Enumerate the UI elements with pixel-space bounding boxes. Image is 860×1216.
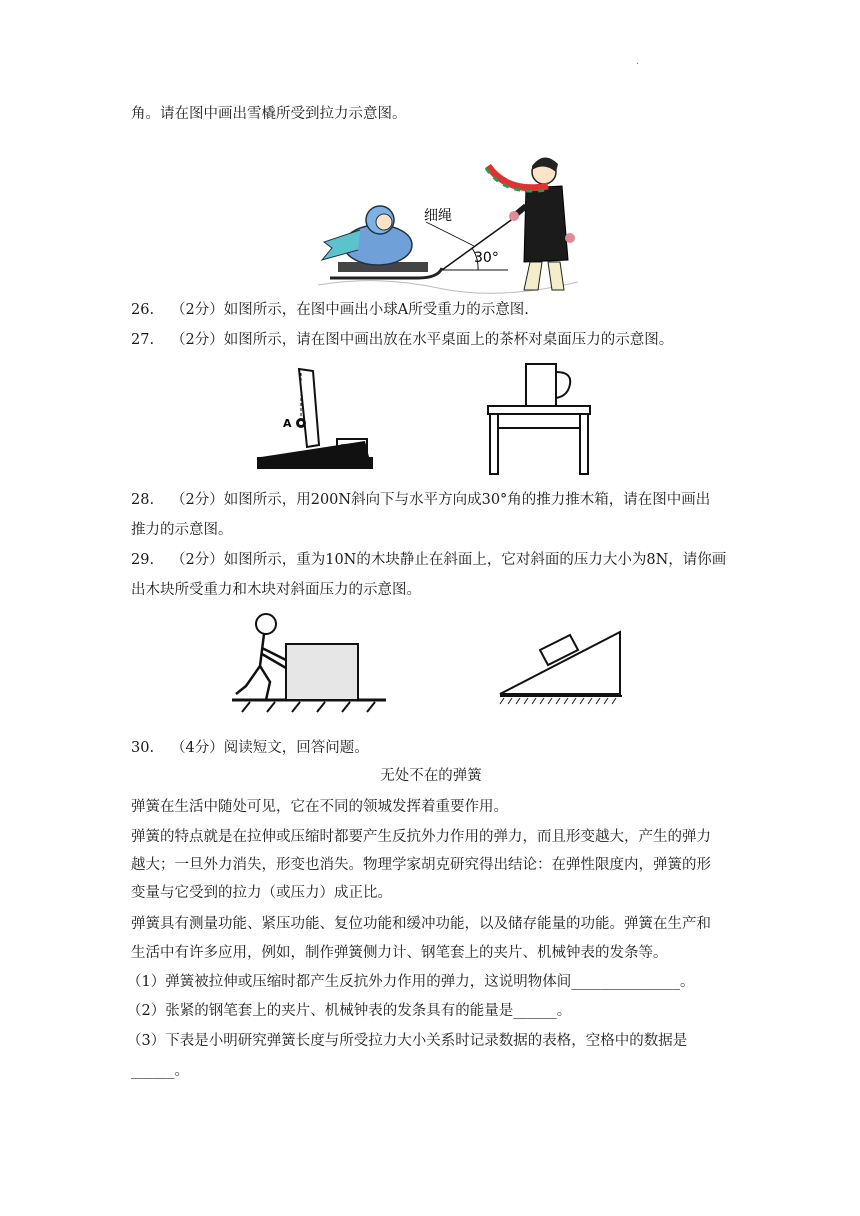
base-block <box>257 457 373 469</box>
question-number: 29. <box>131 552 155 568</box>
article-paragraph-2-line-3: 变量与它受到的拉力（或压力）成正比。 <box>131 885 392 901</box>
adult-leg-left <box>524 262 542 290</box>
table-leg-left <box>490 414 498 474</box>
article-paragraph-2-line-2: 越大；一旦外力消失，形变也消失。物理学家胡克研究得出结论：在弹性限度内，弹簧的形 <box>131 857 711 873</box>
person-body <box>236 634 286 700</box>
question-text: （2分）如图所示，在图中画出小球A所受重力的示意图. <box>171 302 529 318</box>
sub-question-2: （2）张紧的钢笔套上的夹片、机械钟表的发条具有的能量是______。 <box>127 1003 572 1019</box>
block-incline-figure <box>496 628 626 708</box>
article-paragraph-1: 弹簧在生活中随处可见，它在不同的领城发挥着重要作用。 <box>131 799 508 815</box>
adult-mitten <box>509 211 519 221</box>
table-apron <box>498 414 580 428</box>
article-paragraph-3-line-2: 生活中有许多应用，例如，制作弹簧侧力计、钢笔套上的夹片、机械钟表的发条等。 <box>131 945 668 961</box>
sub-question-3: （3）下表是小明研究弹簧长度与所受拉力大小关系时记录数据的表格，空格中的数据是 <box>127 1033 688 1049</box>
angle-label: 30° <box>474 250 499 266</box>
sub-question-1: （1）弹簧被拉伸或压缩时都产生反抗外力作用的弹力，这说明物体间_______________。 <box>127 974 695 990</box>
question-29-continued: 出木块所受重力和木块对斜面压力的示意图。 <box>131 582 421 598</box>
question-text: （2分）如图所示，重为10N的木块静止在斜面上，它对斜面的压力大小为8N，请你画 <box>171 552 727 568</box>
incline-wedge <box>261 441 369 457</box>
ball-label: A <box>283 417 292 430</box>
question-28-continued: 推力的示意图。 <box>131 522 233 538</box>
question-27 <box>131 330 673 350</box>
question-29 <box>131 550 726 570</box>
page-marker: . <box>636 56 640 67</box>
adult-leg-right <box>548 262 564 290</box>
rope-label: 细绳 <box>424 208 452 224</box>
question-text: （4分）阅读短文，回答问题。 <box>171 740 369 756</box>
article-paragraph-3-line-1: 弹簧具有测量功能、紧压功能、复位功能和缓冲功能，以及储存能量的功能。弹簧在生产和 <box>131 916 711 932</box>
tabletop <box>488 406 590 414</box>
person-head <box>256 614 276 634</box>
rope-label-leader <box>426 222 474 246</box>
question-number: 30. <box>131 740 155 756</box>
question-30 <box>131 738 369 758</box>
sub-question-3-blank: ______。 <box>131 1063 189 1079</box>
question-text: （2分）如图所示，请在图中画出放在水平桌面上的茶杯对桌面压力的示意图。 <box>171 332 674 348</box>
ball-incline-figure <box>255 365 375 475</box>
question-number: 27. <box>131 332 155 348</box>
question-number: 26. <box>131 302 155 318</box>
stand-frame <box>299 369 319 447</box>
teacup-table-figure <box>484 362 594 477</box>
adult-mitten-right <box>565 233 575 243</box>
table-leg-right <box>580 414 588 474</box>
question-28 <box>131 490 710 510</box>
question-26 <box>131 300 529 320</box>
teacup-handle <box>556 372 570 398</box>
adult-coat <box>524 186 568 262</box>
incline-hatching <box>500 698 616 704</box>
push-box-figure <box>230 610 390 716</box>
teacup <box>526 364 556 406</box>
child-face <box>376 214 392 230</box>
sled-figure <box>318 150 578 295</box>
article-title: 无处不在的弹簧 <box>380 768 482 784</box>
intro-line: 角。请在图中画出雪橇所受到拉力示意图。 <box>131 106 407 122</box>
wooden-box <box>286 644 358 700</box>
ground-hatching <box>242 702 375 712</box>
question-text: （2分）如图所示，用200N斜向下与水平方向成30°角的推力推木箱，请在图中画出 <box>171 492 711 508</box>
article-paragraph-2-line-1: 弹簧的特点就是在拉伸或压缩时都要产生反抗外力作用的弹力，而且形变越大，产生的弹力 <box>131 829 711 845</box>
question-number: 28. <box>131 492 155 508</box>
